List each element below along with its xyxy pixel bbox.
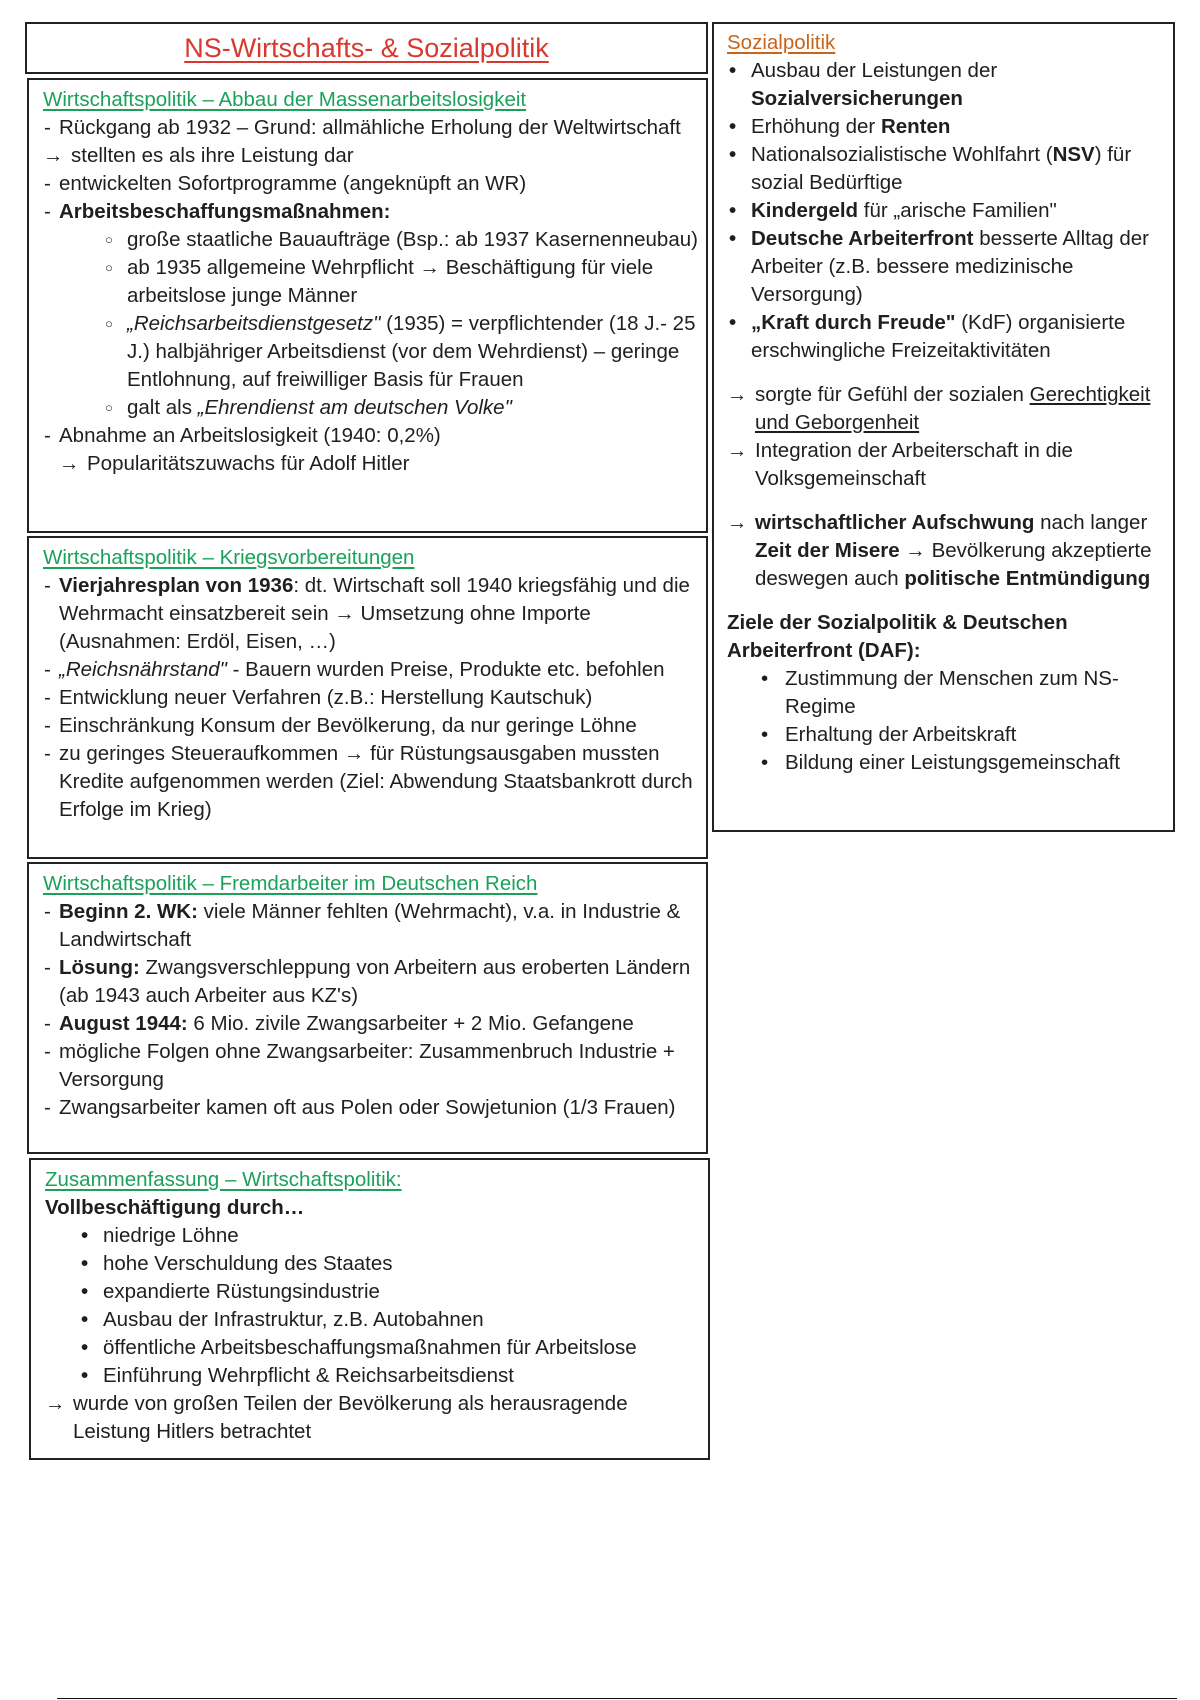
bold-text: Deutsche Arbeiterfront: [751, 227, 974, 250]
list-item: [43, 656, 698, 684]
title-box: [25, 22, 708, 74]
list-item: • öffentliche Arbeitsbeschaffungsmaßnahmen für Arbeitslose: [45, 1334, 700, 1362]
underlined-text: Gerechtigkeit und Geborgenheit: [755, 383, 1151, 434]
list-item: - Rückgang ab 1932 – Grund: allmähliche Erholung der Weltwirtschaft: [43, 114, 698, 142]
text: → Bevölkerung akzeptierte deswegen auch: [755, 539, 1152, 590]
arrow-item: → Integration der Arbeiterschaft in die Volksgemeinschaft: [727, 437, 1165, 493]
text: für „arische Familien": [858, 199, 1057, 222]
list-item: - Entwicklung neuer Verfahren (z.B.: Herstellung Kautschuk): [43, 684, 698, 712]
bold-text: wirtschaftlicher Aufschwung: [755, 511, 1035, 534]
sub-item: ○ ab 1935 allgemeine Wehrpflicht → Beschäftigung für viele arbeitslose junge Männer: [43, 254, 698, 310]
list-item: [727, 225, 1165, 309]
list-item: - Einschränkung Konsum der Bevölkerung, da nur geringe Löhne: [43, 712, 698, 740]
bold-text: Sozialversicherungen: [751, 87, 963, 110]
section-fremdarbeiter: [27, 862, 708, 1154]
section-massenarbeitslosigkeit: [27, 78, 708, 533]
bold-text: August 1944:: [59, 1012, 188, 1035]
list-item: • Bildung einer Leistungsgemeinschaft: [727, 749, 1165, 777]
list-item: - zu geringes Steueraufkommen → für Rüstungsausgaben mussten Kredite aufgenommen werden (Ziel: Abwendung Staatsbankrott durch Erfolge im Krieg): [43, 740, 698, 824]
arrow-item: → Popularitätszuwachs für Adolf Hitler: [43, 450, 698, 478]
bold-text: politische Entmündigung: [904, 567, 1151, 590]
bold-text: Lösung:: [59, 956, 140, 979]
text: galt als: [127, 396, 198, 419]
arrow-item: [727, 381, 1165, 437]
section-heading: Wirtschaftspolitik – Kriegsvorbereitungen: [43, 546, 415, 569]
list-item: [727, 309, 1165, 365]
list-item: • Erhaltung der Arbeitskraft: [727, 721, 1165, 749]
text: - Bauern wurden Preise, Produkte etc. befohlen: [226, 658, 665, 681]
section-heading: Wirtschaftspolitik – Fremdarbeiter im Deutschen Reich: [43, 872, 538, 895]
text: Zwangsverschleppung von Arbeitern aus eroberten Ländern (ab 1943 auch Arbeiter aus KZ's): [59, 956, 691, 1007]
summary-subheading: [45, 1194, 700, 1222]
list-item: - mögliche Folgen ohne Zwangsarbeiter: Zusammenbruch Industrie + Versorgung: [43, 1038, 698, 1094]
list-item: [727, 141, 1165, 197]
sub-item: [43, 310, 698, 394]
sub-item: [43, 394, 698, 422]
list-item: [43, 954, 698, 1010]
list-item: • Einführung Wehrpflicht & Reichsarbeitsdienst: [45, 1362, 700, 1390]
text: Ausbau der Leistungen der: [751, 59, 998, 82]
list-item: - entwickelten Sofortprogramme (angeknüpft an WR): [43, 170, 698, 198]
italic-text: „Reichsnährstand": [59, 658, 227, 681]
list-item: [43, 198, 698, 226]
list-item: [43, 1010, 698, 1038]
list-item: [43, 898, 698, 954]
bold-text: Renten: [880, 115, 951, 138]
sub-item: ○ große staatliche Bauaufträge (Bsp.: ab 1937 Kasernenneubau): [43, 226, 698, 254]
bold-text: Zeit der Misere: [755, 539, 900, 562]
list-item: • Zustimmung der Menschen zum NS-Regime: [727, 665, 1165, 721]
list-item: [727, 57, 1165, 113]
list-item: [43, 572, 698, 656]
list-item: • Ausbau der Infrastruktur, z.B. Autobahnen: [45, 1306, 700, 1334]
text: : dt. Wirtschaft soll 1940 kriegsfähig und die Wehrmacht einsatzbereit sein → Umsetzung ohne Importe (Ausnahmen: Erdöl, Eisen, …): [59, 574, 690, 653]
arrow-item: → wurde von großen Teilen der Bevölkerung als herausragende Leistung Hitlers betrachtet: [45, 1390, 700, 1446]
arrow-item: → stellten es als ihre Leistung dar: [43, 142, 698, 170]
section-heading: Wirtschaftspolitik – Abbau der Massenarbeitslosigkeit: [43, 88, 527, 111]
list-item: - Abnahme an Arbeitslosigkeit (1940: 0,2%): [43, 422, 698, 450]
bold-text: Vierjahresplan von 1936: [59, 574, 294, 597]
text: besserte Alltag der Arbeiter (z.B. bessere medizinische Versorgung): [751, 227, 1149, 306]
bold-text: „Kraft durch Freude": [751, 311, 956, 334]
bold-text: NSV: [1052, 143, 1095, 166]
list-item: • expandierte Rüstungsindustrie: [45, 1278, 700, 1306]
italic-text: „Reichsarbeitsdienstgesetz": [127, 312, 381, 335]
arrow-item: [727, 509, 1165, 593]
text: 6 Mio. zivile Zwangsarbeiter + 2 Mio. Gefangene: [187, 1012, 634, 1035]
section-zusammenfassung: [29, 1158, 710, 1460]
text: (KdF) organisierte erschwingliche Freizeitaktivitäten: [751, 311, 1126, 362]
text: ) für sozial Bedürftige: [751, 143, 1132, 194]
list-item: [727, 197, 1165, 225]
list-item: [727, 113, 1165, 141]
bold-text: Vollbeschäftigung durch…: [45, 1196, 305, 1219]
bold-text: Arbeitsbeschaffungsmaßnahmen:: [59, 200, 391, 223]
list-item: • niedrige Löhne: [45, 1222, 700, 1250]
list-item: - Zwangsarbeiter kamen oft aus Polen oder Sowjetunion (1/3 Frauen): [43, 1094, 698, 1122]
text: (1935) = verpflichtender (18 J.- 25 J.) halbjähriger Arbeitsdienst (vor dem Wehrdienst) – geringe Entlohnung, auf freiwilliger Basis für Frauen: [127, 312, 696, 391]
italic-text: „Ehrendienst am deutschen Volke": [197, 396, 512, 419]
text: sorgte für Gefühl der sozialen: [755, 383, 1030, 406]
text: nach langer: [1034, 511, 1148, 534]
text: viele Männer fehlten (Wehrmacht), v.a. in Industrie & Landwirtschaft: [59, 900, 681, 951]
bold-text: Kindergeld: [751, 199, 859, 222]
text: Erhöhung der: [751, 115, 881, 138]
bold-text: Beginn 2. WK:: [59, 900, 198, 923]
footer-divider: [57, 1698, 1177, 1699]
section-heading: Zusammenfassung – Wirtschaftspolitik:: [45, 1168, 402, 1191]
section-heading: Sozialpolitik: [727, 31, 836, 54]
list-item: • hohe Verschuldung des Staates: [45, 1250, 700, 1278]
bold-text: Ziele der Sozialpolitik & Deutschen Arbeiterfront (DAF):: [727, 611, 1068, 662]
section-sozialpolitik: [712, 22, 1175, 832]
goals-heading: [727, 609, 1165, 665]
text: Nationalsozialistische Wohlfahrt (: [751, 143, 1053, 166]
section-kriegsvorbereitungen: [27, 536, 708, 859]
page-title: NS-Wirtschafts- & Sozialpolitik: [184, 33, 549, 63]
